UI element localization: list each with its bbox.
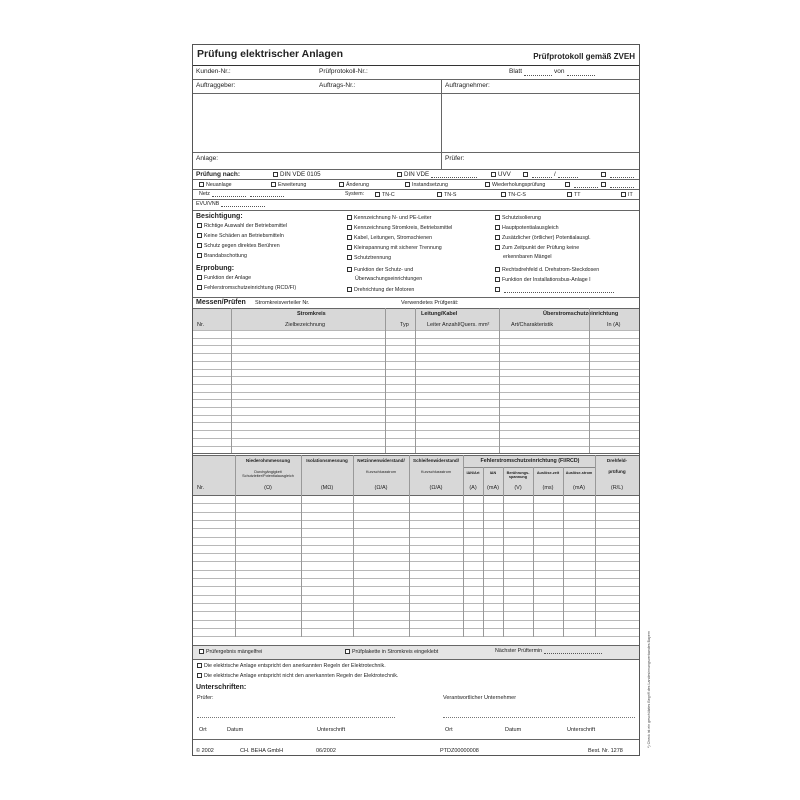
trial-check-7[interactable]: [495, 287, 616, 293]
table2-rcd-unit-1: (mA): [487, 485, 499, 491]
checkbox-uvv[interactable]: UVV: [491, 172, 511, 178]
protocol-number-label: Prüfprotokoll-Nr.:: [319, 68, 368, 75]
inspection-check-11[interactable]: Hauptpotentialausgleich: [495, 225, 559, 231]
trial-check-4[interactable]: Drehrichtung der Motoren: [347, 287, 414, 293]
table2-col-head-2: Netzinnenwiderstand/: [357, 458, 405, 463]
next-test-date-label: Nächster Prüftermin: [495, 649, 604, 654]
table-row: [193, 578, 639, 579]
table-row: [193, 430, 639, 431]
table-column-divider: [595, 455, 596, 637]
system-label: System:: [345, 191, 365, 197]
table2-col-unit-1: (MΩ): [320, 485, 334, 491]
table2-rcd-unit-2: (V): [514, 485, 522, 491]
side-note: *) Check ist ein geschütztes Begriff des Landesinnungsverbandes Bayern: [647, 630, 651, 748]
evu-label: EVU/VNB: [196, 202, 267, 207]
table2-col-nr: Nr.: [197, 485, 205, 491]
table2-col-unit-0: (Ω): [264, 485, 272, 491]
installation-label: Anlage:: [196, 155, 219, 162]
table-row: [193, 586, 639, 587]
table-row: [193, 537, 639, 538]
inspection-check-9[interactable]: Schutztrennung: [347, 255, 391, 261]
inspector-label: Prüfer:: [445, 155, 465, 162]
table2-col-unit-3: (Ω/A): [429, 485, 443, 491]
table2-rcd-title: Fehlerstromschutzeinrichtung (FI/RCD): [480, 458, 580, 464]
inspection-check-6[interactable]: Kennzeichnung Stromkreis, Betriebsmittel: [347, 225, 452, 231]
table-column-divider: [353, 455, 354, 637]
table-row: [193, 399, 639, 400]
table-row: [193, 376, 639, 377]
table2-col-head-1: Isolationsmessung: [306, 458, 348, 463]
sheet-label: Blatt von: [509, 69, 597, 76]
table-row: [193, 636, 639, 637]
table1-col-nr: Nr.: [197, 322, 205, 328]
client-label: Auftraggeber:: [196, 82, 236, 89]
checkbox-it[interactable]: IT: [621, 192, 633, 198]
table-row: [193, 361, 639, 362]
inspection-check-5[interactable]: Kennzeichnung N- und PE-Leiter: [347, 215, 431, 221]
table2-rcd-col-3: Auslöse-zeit: [536, 471, 560, 475]
checkbox-no-defects[interactable]: Prüfergebnis mängelfrei: [199, 649, 262, 655]
checkbox-new-installation[interactable]: Neuanlage: [199, 182, 232, 188]
table-row: [193, 528, 639, 529]
checkbox-tt[interactable]: TT: [567, 192, 580, 198]
sig1-date: Datum: [227, 727, 244, 733]
inspection-check-1[interactable]: Richtige Auswahl der Betriebsmittel: [197, 223, 287, 229]
inspection-check-8[interactable]: Kleinspannung mit sicherer Trennung: [347, 245, 442, 251]
table2-col-sub-0: Durchgängigkeit Schutzleiter/Potentialausgleich: [242, 470, 294, 479]
table-row: [193, 353, 639, 354]
table-row: [193, 595, 639, 596]
checkbox-tn-c-s[interactable]: TN-C-S: [501, 192, 526, 198]
table-row: [193, 520, 639, 521]
table1-group-cable: Leitung/Kabel: [421, 311, 458, 317]
footer-copyright: © 2002: [196, 748, 214, 754]
table2-rcd-unit-0: (A): [469, 485, 477, 491]
inspection-check-7[interactable]: Kabel, Leitungen, Stromschienen: [347, 235, 432, 241]
sig1-signature: Unterschrift: [317, 727, 346, 733]
checkbox-art-other-2[interactable]: [601, 182, 636, 188]
table1-col-type-char: Art/Charakteristik: [511, 322, 554, 328]
checkbox-compliant[interactable]: Die elektrische Anlage entspricht den anerkannten Regeln der Elektrotechnik.: [197, 663, 386, 669]
sig2-place: Ort: [445, 727, 453, 733]
table-row: [193, 503, 639, 504]
table-row: [193, 570, 639, 571]
sig2-signature: Unterschrift: [567, 727, 596, 733]
trial-check-2[interactable]: Fehlerstromschutzeinrichtung (RCD/FI): [197, 285, 296, 291]
table2-rcd-col-4: Auslöse-strom: [565, 471, 593, 475]
contractor-label: Auftragnehmer:: [445, 82, 490, 89]
trial-check-1[interactable]: Funktion der Anlage: [197, 275, 251, 281]
table-row: [193, 620, 639, 621]
table2-rotation-unit: (R/L): [610, 485, 624, 491]
table2-rcd-col-1: IΔN: [489, 471, 497, 475]
table2-col-unit-2: (Ω/A): [374, 485, 388, 491]
trial-check-6[interactable]: Funktion der Installationsbus-Anlage I: [495, 277, 591, 283]
checkbox-modification[interactable]: Änderung: [339, 182, 369, 188]
table2-rotation-sub: prüfung: [608, 469, 626, 474]
signature-line-inspector[interactable]: [197, 717, 395, 718]
checkbox-sticker-applied[interactable]: Prüfplakette in Stromkreis eingeklebt: [345, 649, 438, 655]
table-column-divider: [235, 455, 236, 637]
sig1-place: Ort: [199, 727, 207, 733]
table-column-divider: [499, 308, 500, 453]
table1-group-circuit: Stromkreis: [297, 311, 326, 317]
checkbox-extension[interactable]: Erweiterung: [271, 182, 306, 188]
checkbox-din-vde-0105[interactable]: DIN VDE 0105: [273, 172, 321, 178]
table-row: [193, 611, 639, 612]
signature-line-contractor[interactable]: [443, 717, 635, 718]
table-row: [193, 512, 639, 513]
table2-col-head-0: Niederohmmessung: [245, 458, 291, 463]
checkbox-recurring-test[interactable]: Wiederholungsprüfung: [485, 182, 545, 188]
test-device-label: Verwendetes Prüfgerät:: [401, 300, 459, 306]
form-subtitle: Prüfprotokoll gemäß ZVEH: [533, 52, 635, 61]
table2-rcd-unit-3: (ms): [542, 485, 554, 491]
table2-col-sub-2: Kurzschlussstrom: [366, 470, 396, 474]
table2-rotation-head: Drehfeld-: [606, 458, 628, 463]
order-number-label: Auftrags-Nr.:: [319, 82, 356, 89]
table-row: [193, 603, 639, 604]
table-column-divider: [231, 308, 232, 453]
signature-contractor-label: Verantwortlicher Unternehmer: [443, 695, 517, 701]
inspection-title: Besichtigung:: [196, 213, 243, 220]
test-report-form: [192, 44, 640, 756]
inspection-check-12[interactable]: Zusätzlicher (örtlicher) Potentialausgl.: [495, 235, 591, 241]
checkbox-not-compliant[interactable]: Die elektrische Anlage entspricht nicht den anerkannten Regeln der Elektrotechnik.: [197, 673, 398, 679]
inspection-check-13-cont: erkennbaren Mängel: [503, 254, 552, 260]
table2-rcd-col-0: IΔN/Art: [466, 471, 480, 475]
test-standard-label: Prüfung nach:: [196, 171, 241, 178]
table-row: [193, 338, 639, 339]
trial-check-5[interactable]: Rechtsdrehfeld d. Drehstrom-Steckdosen: [495, 267, 599, 273]
table1-group-overcurrent: Überstromschutzeinrichtung: [543, 311, 619, 317]
trial-title: Erprobung:: [196, 265, 235, 272]
signature-inspector-label: Prüfer:: [197, 695, 214, 701]
inspection-check-4[interactable]: Brandabschottung: [197, 253, 247, 259]
table2-rcd-col-2: Berührungs-spannung: [506, 471, 530, 480]
inspection-check-2[interactable]: Keine Schäden an Betriebsmitteln: [197, 233, 284, 239]
sig2-date: Datum: [505, 727, 522, 733]
network-label: Netz: [199, 192, 286, 197]
table-row: [193, 438, 639, 439]
table-row: [193, 330, 639, 331]
table-column-divider: [385, 308, 386, 453]
table-row: [193, 422, 639, 423]
table1-col-type: Typ: [400, 322, 409, 328]
table-column-divider: [533, 467, 534, 637]
table1-col-target: Zielbezeichnung: [285, 322, 326, 328]
table2-col-head-3: Schleifenwiderstand/: [413, 458, 459, 463]
table-row: [193, 628, 639, 629]
table-column-divider: [503, 467, 504, 637]
table2-rcd-unit-4: (mA): [573, 485, 585, 491]
footer-order-number: Best. Nr. 1278: [588, 748, 623, 754]
table1-col-conductor: Leiter Anzahl/Quers. mm²: [427, 322, 490, 328]
table-column-divider: [483, 467, 484, 637]
checkbox-tn-s[interactable]: TN-S: [437, 192, 456, 198]
table-row: [193, 553, 639, 554]
footer-date: 06/2002: [316, 748, 336, 754]
inspection-check-10[interactable]: Schutzisolierung: [495, 215, 541, 221]
checkbox-din-vde[interactable]: DIN VDE: [397, 172, 479, 178]
trial-check-3[interactable]: Funktion der Schutz- und: [347, 267, 413, 273]
trial-check-3-cont: Überwachungseinrichtungen: [355, 276, 423, 282]
checkbox-art-other[interactable]: [565, 182, 600, 188]
table-row: [193, 561, 639, 562]
table-row: [193, 369, 639, 370]
table-row: [193, 415, 639, 416]
table-column-divider: [415, 308, 416, 453]
inspection-check-3[interactable]: Schutz gegen direktes Berühren: [197, 243, 280, 249]
table-row: [193, 407, 639, 408]
table-row: [193, 384, 639, 385]
checkbox-other-standard[interactable]: /: [523, 172, 580, 178]
table-row: [193, 392, 639, 393]
table-row: [193, 345, 639, 346]
distributor-label: Stromkreisverteiler Nr.: [255, 300, 310, 306]
table1-col-rated: In (A): [607, 322, 621, 328]
signatures-title: Unterschriften:: [196, 684, 247, 691]
footer-publisher: CH. BEHA GmbH: [240, 748, 284, 754]
measure-title: Messen/Prüfen: [196, 299, 246, 306]
table-column-divider: [409, 455, 410, 637]
checkbox-other-standard-2[interactable]: [601, 172, 636, 178]
customer-number-label: Kunden-Nr.:: [196, 68, 231, 75]
table-row: [193, 446, 639, 447]
inspection-check-13[interactable]: Zum Zeitpunkt der Prüfung keine: [495, 245, 579, 251]
table-column-divider: [563, 467, 564, 637]
checkbox-repair[interactable]: Instandsetzung: [405, 182, 448, 188]
table-column-divider: [463, 455, 464, 637]
footer-code: PTDZ00000008: [440, 748, 479, 754]
table2-col-sub-3: Kurzschlussstrom: [421, 470, 451, 474]
table-column-divider: [301, 455, 302, 637]
checkbox-tn-c[interactable]: TN-C: [375, 192, 395, 198]
table-column-divider: [589, 308, 590, 453]
table-row: [193, 545, 639, 546]
form-title: Prüfung elektrischer Anlagen: [197, 48, 344, 60]
